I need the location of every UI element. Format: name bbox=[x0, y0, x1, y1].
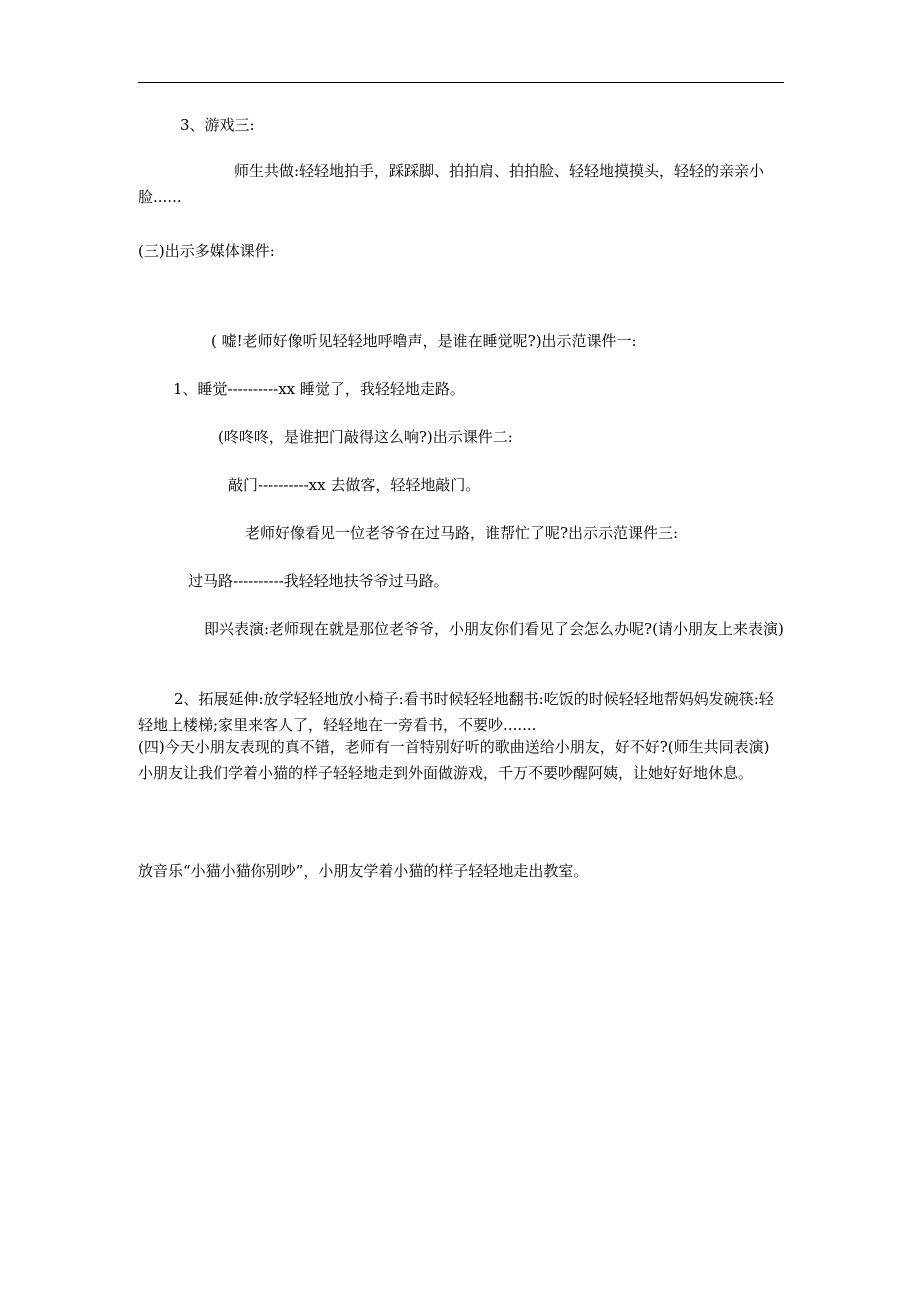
paragraph-sleeping: 1、睡觉----------xx 睡觉了，我轻轻地走路。 bbox=[173, 380, 465, 398]
paragraph-music-ending: 放音乐“小猫小猫你别吵”，小朋友学着小猫的样子轻轻地走出教室。 bbox=[138, 862, 589, 880]
paragraph-extension: 2、拓展延伸:放学轻轻地放小椅子:看书时候轻轻地翻书:吃饭的时候轻轻地帮妈妈发碗筷:轻轻地上楼梯;家里来客人了，轻轻地在一旁看书，不要吵....... bbox=[138, 690, 774, 734]
paragraph-crossing-road: 过马路----------我轻轻地扶爷爷过马路。 bbox=[188, 572, 449, 590]
header-rule bbox=[138, 82, 784, 83]
paragraph-game-three-heading: 3、游戏三: bbox=[180, 116, 255, 134]
paragraph-knocking: 敲门----------xx 去做客，轻轻地敲门。 bbox=[228, 476, 481, 494]
paragraph-courseware-two-intro: (咚咚咚，是谁把门敲得这么响?)出示课件二: bbox=[218, 428, 513, 446]
paragraph-multimedia-heading: (三)出示多媒体课件: bbox=[138, 242, 275, 260]
paragraph-section-four: (四)今天小朋友表现的真不错，老师有一首特别好听的歌曲送给小朋友，好不好?(师生共同表演)小朋友让我们学着小猫的样子轻轻地走到外面做游戏，千万不要吵醒阿姨，让她好好地休息。 bbox=[138, 738, 770, 782]
paragraph-improv-performance: 即兴表演:老师现在就是那位老爷爷，小朋友你们看见了会怎么办呢?(请小朋友上来表演) bbox=[204, 620, 784, 638]
paragraph-courseware-one-intro: ( 嘘!老师好像听见轻轻地呼噜声，是谁在睡觉呢?)出示范课件一: bbox=[211, 332, 637, 350]
paragraph-teacher-student-actions: 师生共做:轻轻地拍手，踩踩脚、拍拍肩、拍拍脸、轻轻地摸摸头，轻轻的亲亲小脸...... bbox=[138, 162, 765, 206]
paragraph-courseware-three-intro: 老师好像看见一位老爷爷在过马路，谁帮忙了呢?出示示范课件三: bbox=[245, 524, 679, 542]
